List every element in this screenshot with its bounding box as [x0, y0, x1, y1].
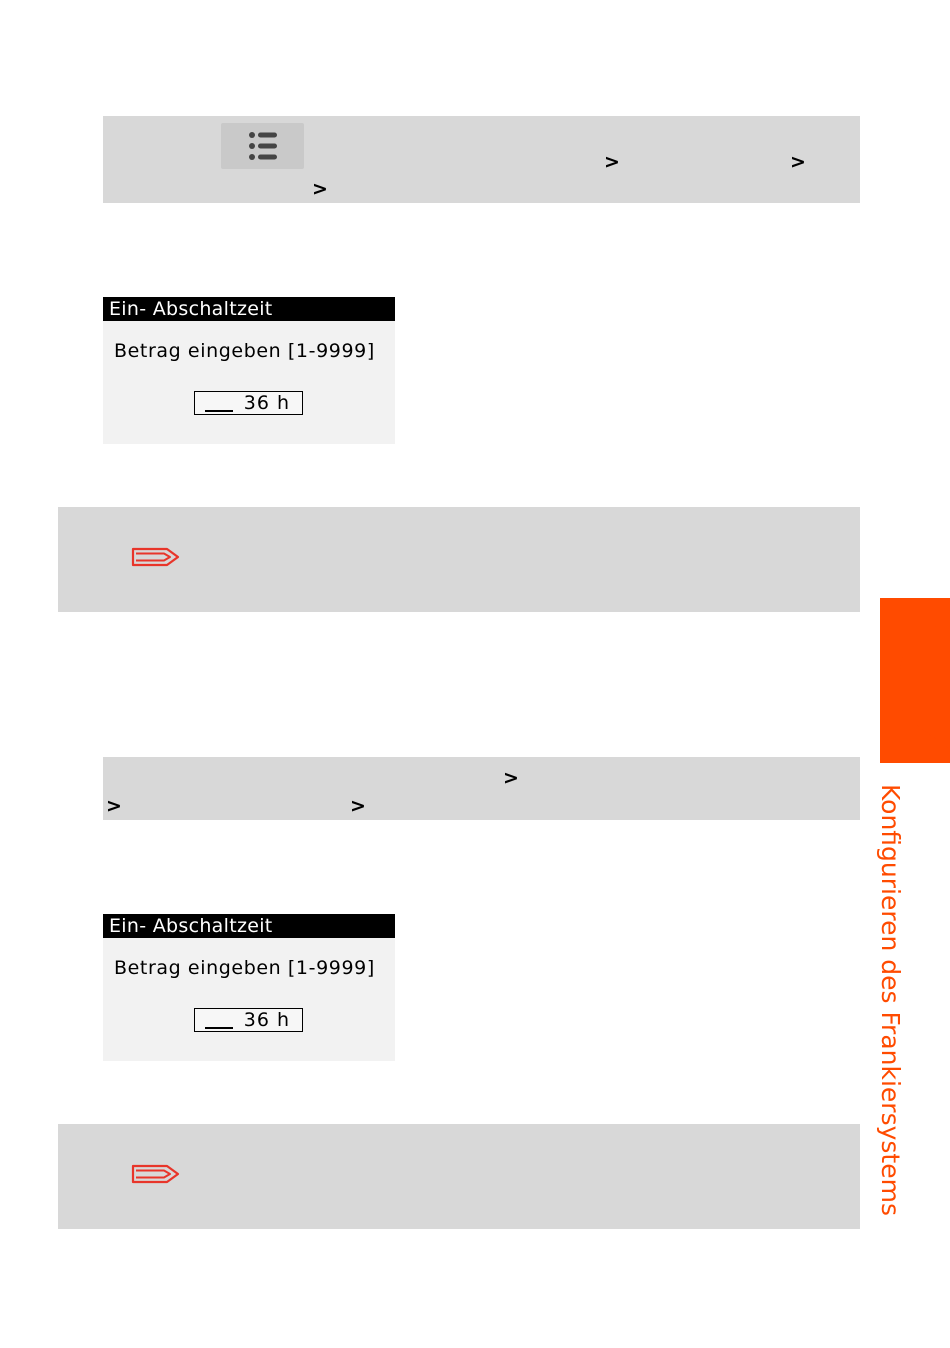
hours-value: 36 h [243, 1009, 290, 1031]
screen-prompt: Betrag eingeben [1-9999] [114, 957, 375, 979]
note-pointer-icon [131, 1163, 181, 1185]
note-box-1 [58, 507, 860, 612]
note-box-2 [58, 1124, 860, 1229]
hours-value: 36 h [243, 392, 290, 414]
note-pointer-icon [131, 546, 181, 568]
device-screen-1 [103, 297, 395, 444]
chapter-tab [880, 598, 950, 763]
input-cursor [205, 410, 233, 412]
breadcrumb-arrow: > [312, 178, 328, 200]
instruction-band-2 [103, 757, 860, 820]
screen-prompt: Betrag eingeben [1-9999] [114, 340, 375, 362]
hours-input-field[interactable] [194, 391, 303, 415]
breadcrumb-arrow: > [350, 795, 366, 817]
device-screen-2 [103, 914, 395, 1061]
menu-button[interactable] [221, 123, 304, 169]
breadcrumb-arrow: > [503, 767, 519, 789]
chapter-title: Konfigurieren des Frankiersystems [876, 784, 905, 1216]
breadcrumb-arrow: > [790, 151, 806, 173]
screen-title: Ein- Abschaltzeit [103, 297, 395, 321]
screen-title: Ein- Abschaltzeit [103, 914, 395, 938]
breadcrumb-arrow: > [604, 151, 620, 173]
instruction-band-1 [103, 116, 860, 203]
input-cursor [205, 1027, 233, 1029]
breadcrumb-arrow: > [106, 795, 122, 817]
list-menu-icon [248, 131, 278, 161]
hours-input-field[interactable] [194, 1008, 303, 1032]
